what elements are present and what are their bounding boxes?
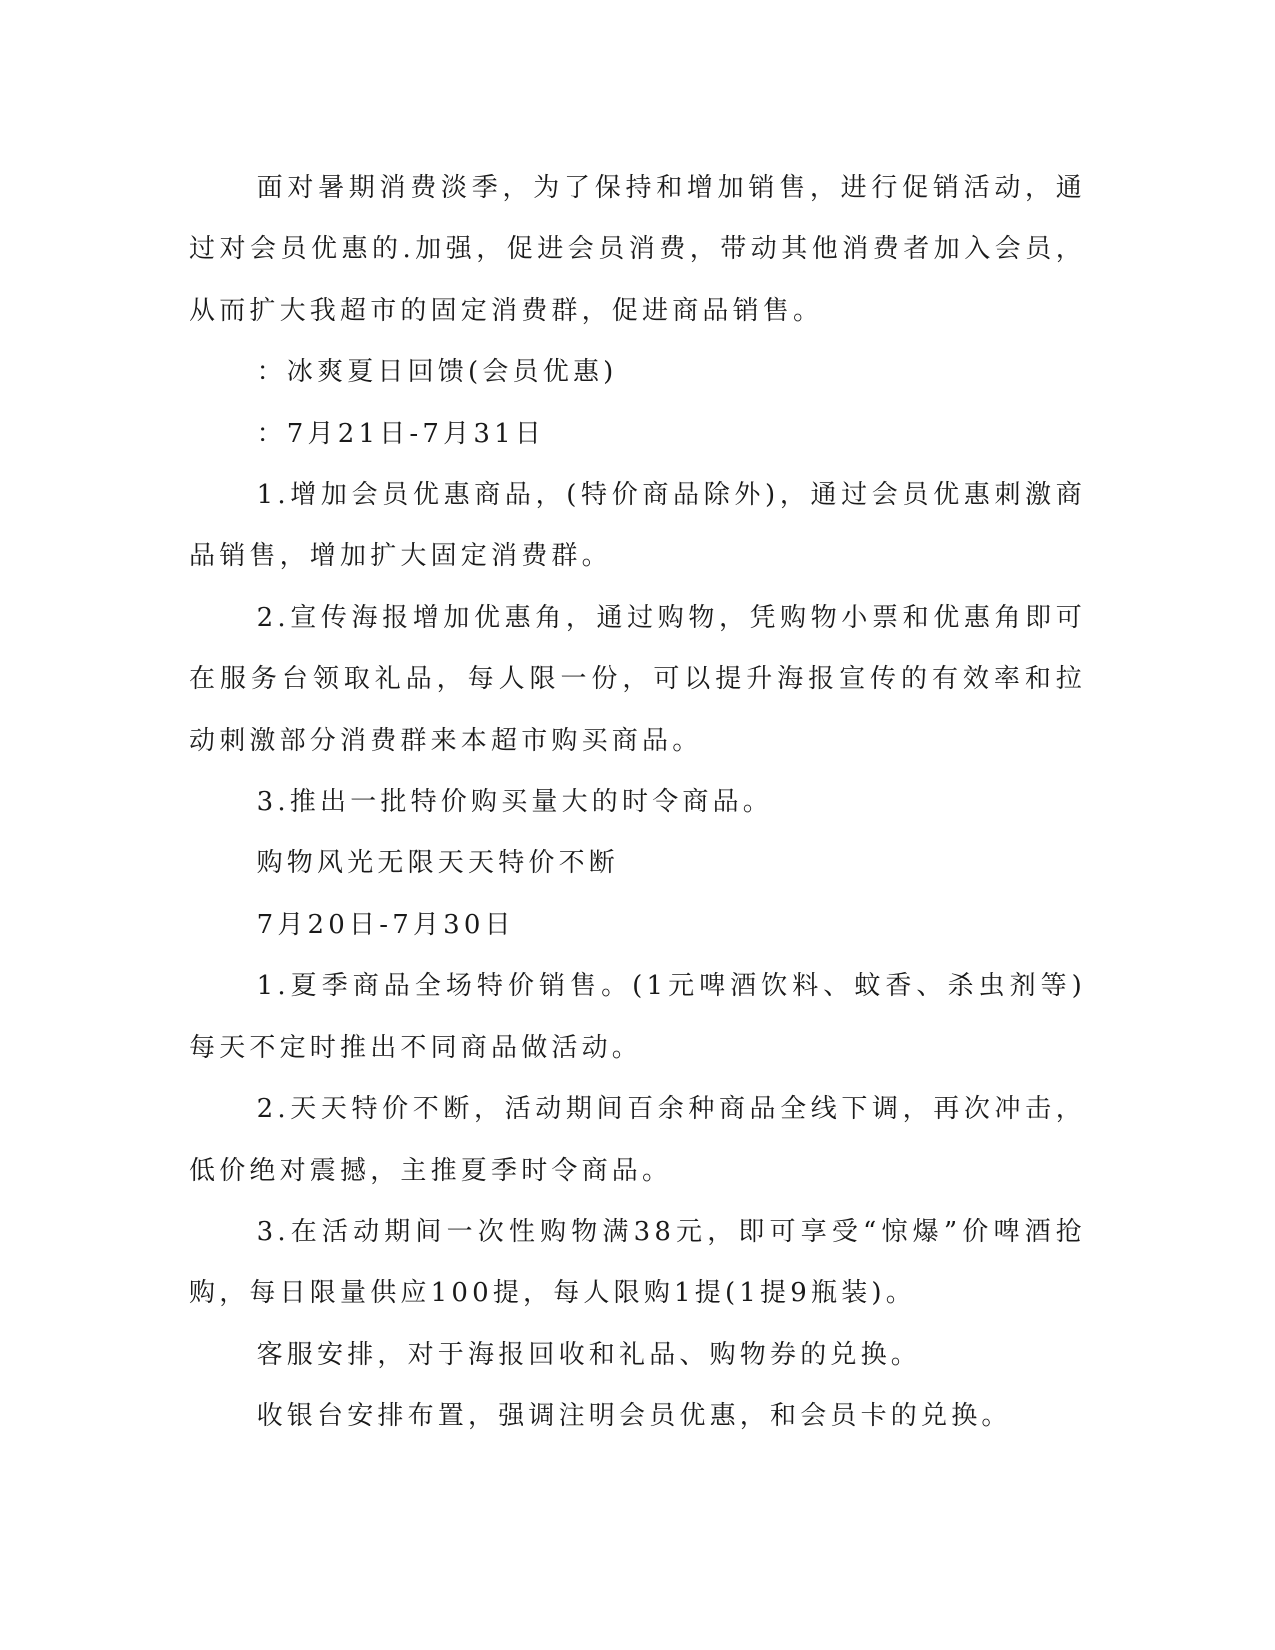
document-body [189,158,1086,1448]
activity-1-date: ：7月21日-7月31日 [256,418,546,449]
activity-2-item-1: 1.夏季商品全场特价销售。(1元啤酒饮料、蚊香、杀虫剂等)每天不定时推出不同商品做活动。 [189,971,1086,1063]
activity-2-item-2: 2.天天特价不断，活动期间百余种商品全线下调，再次冲击，低价绝对震撼，主推夏季时令商品。 [189,1094,1086,1186]
customer-service-arrangement: 客服安排，对于海报回收和礼品、购物券的兑换。 [256,1339,921,1370]
activity-2-theme: 购物风光无限天天特价不断 [256,848,619,879]
activity-1-theme: ：冰爽夏日回馈(会员优惠) [256,357,618,388]
activity-2-item-3: 3.在活动期间一次性购物满38元，即可享受“惊爆”价啤酒抢购，每日限量供应100提，每人限购1提(1提9瓶装)。 [189,1216,1086,1309]
activity-2-date: 7月20日-7月30日 [256,909,515,940]
activity-1-item-3: 3.推出一批特价购买量大的时令商品。 [256,787,774,818]
activity-1-item-1: 1.增加会员优惠商品，(特价商品除外)，通过会员优惠刺激商品销售，增加扩大固定消费群。 [189,480,1086,572]
activity-1-item-2: 2.宣传海报增加优惠角，通过购物，凭购物小票和优惠角即可在服务台领取礼品，每人限一份，可以提升海报宣传的有效率和拉动刺激部分消费群来本超市购买商品。 [189,602,1086,756]
cashier-arrangement: 收银台安排布置，强调注明会员优惠，和会员卡的兑换。 [256,1401,1012,1432]
intro-paragraph: 面对暑期消费淡季，为了保持和增加销售，进行促销活动，通过对会员优惠的.加强，促进会员消费，带动其他消费者加入会员，从而扩大我超市的固定消费群，促进商品销售。 [189,173,1086,326]
